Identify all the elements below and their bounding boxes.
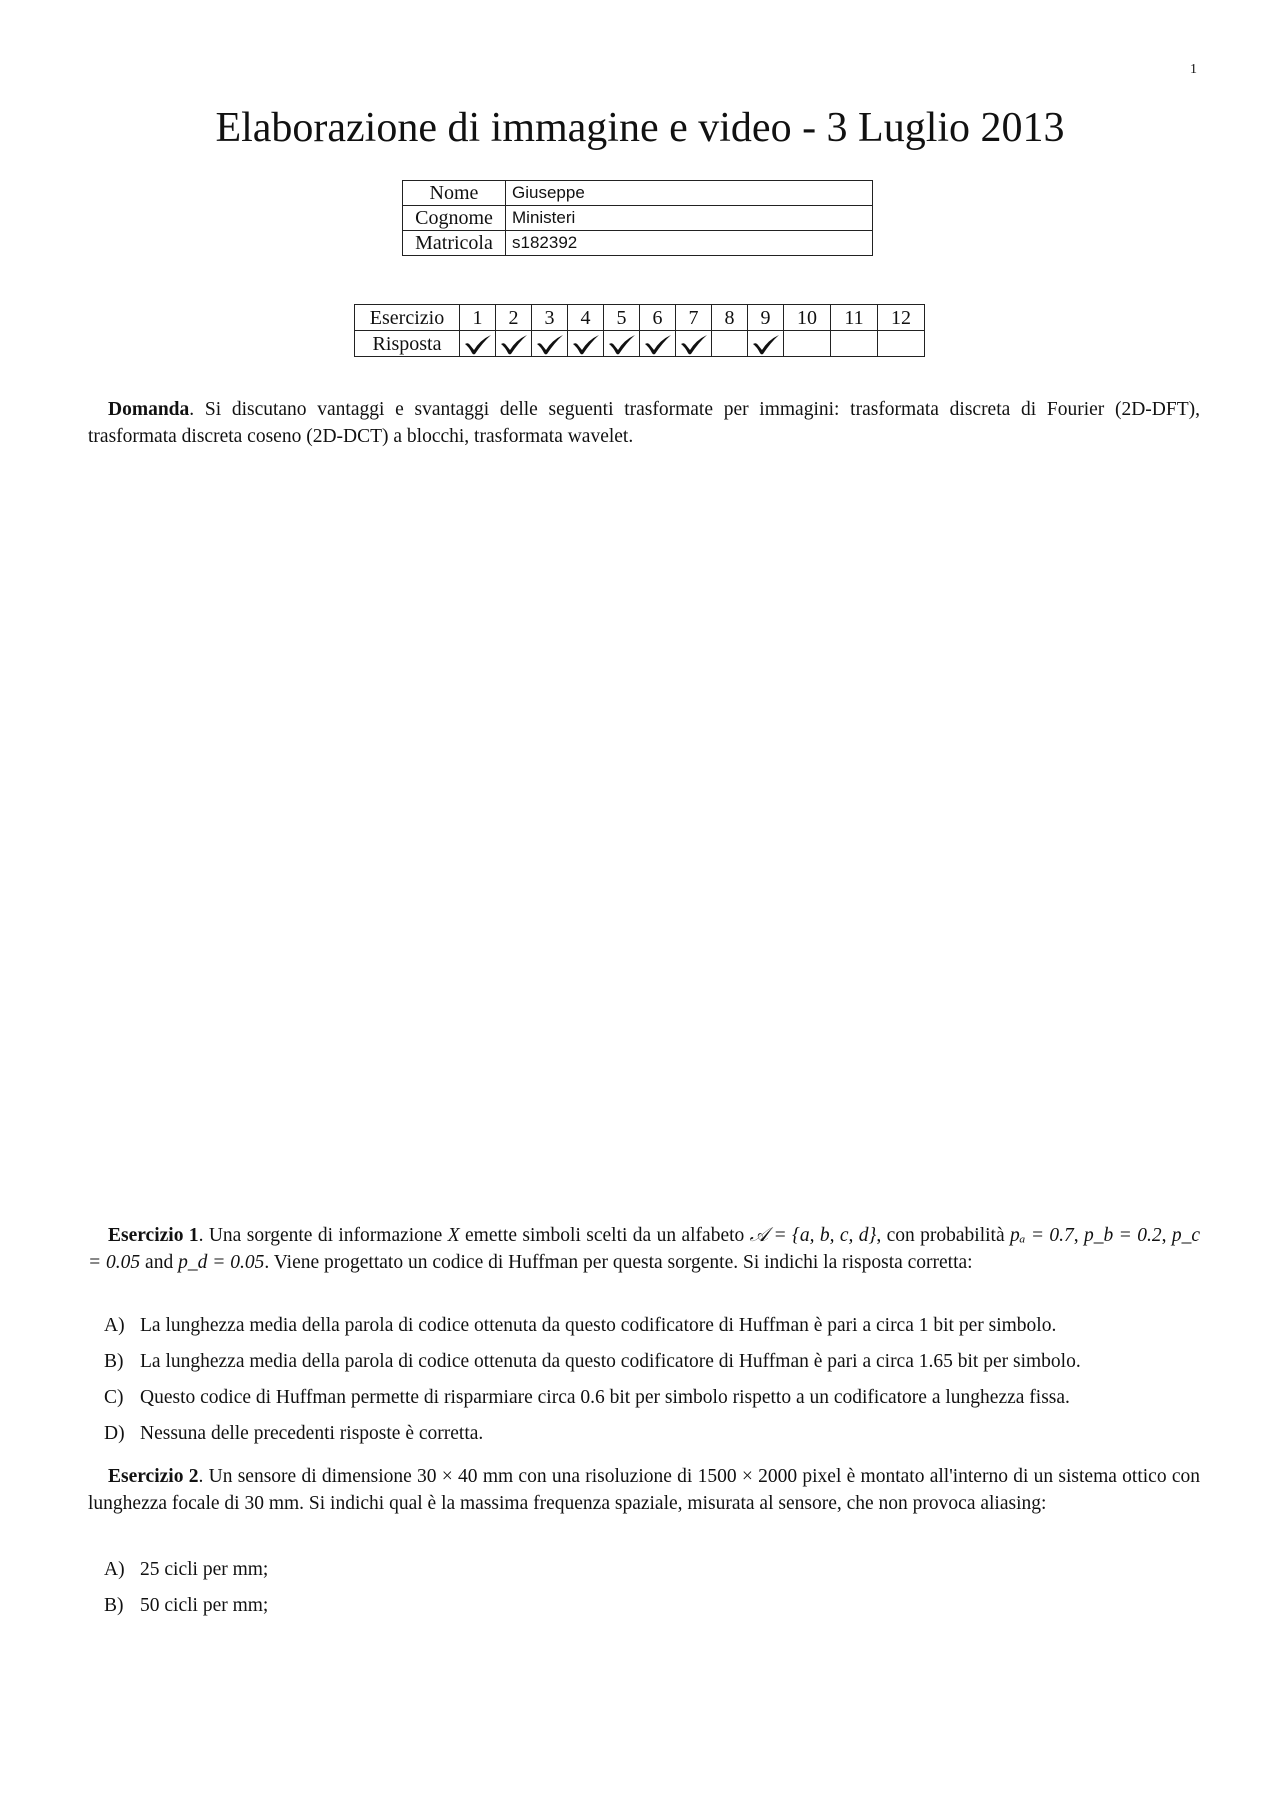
option-text: 50 cicli per mm; bbox=[140, 1595, 269, 1616]
option-item[interactable] bbox=[104, 1308, 1204, 1344]
esercizio2-paragraph bbox=[88, 1463, 1200, 1517]
student-label: Nome bbox=[403, 181, 506, 206]
esercizio1-text: emette simboli scelti da un alfabeto bbox=[459, 1225, 750, 1246]
grid-col-header: 12 bbox=[878, 305, 925, 331]
esercizio1-text: and bbox=[140, 1252, 179, 1273]
esercizio1-label: Esercizio 1 bbox=[108, 1225, 199, 1246]
student-row-matricola bbox=[403, 231, 873, 256]
student-row-nome bbox=[403, 181, 873, 206]
option-letter: D) bbox=[104, 1423, 125, 1444]
answer-cell[interactable] bbox=[831, 331, 878, 357]
math-pd: p_d = 0.05 bbox=[178, 1252, 265, 1273]
option-letter: A) bbox=[104, 1559, 125, 1580]
grid-answer-label: Risposta bbox=[355, 331, 460, 357]
esercizio2-label: Esercizio 2 bbox=[108, 1466, 199, 1487]
esercizio2-text: . Un sensore di dimensione 30 × 40 mm con una risoluzione di 1500 × 2000 pixel è montato all'interno di un sistema ottico con lunghezza focale di 30 mm. Si indichi qual è la massima frequenza spaziale, misurata al sensore, che non provoca aliasing: bbox=[88, 1466, 1200, 1514]
answer-cell[interactable] bbox=[676, 331, 712, 357]
checkmark-icon bbox=[643, 333, 673, 355]
page-title: Elaborazione di immagine e video - 3 Luglio 2013 bbox=[215, 105, 1065, 151]
checkmark-icon bbox=[463, 333, 493, 355]
domanda-label: Domanda bbox=[108, 399, 190, 420]
math-var-x: X bbox=[447, 1225, 460, 1246]
math-pc: p_c = 0.05 bbox=[88, 1225, 1201, 1273]
esercizio1-text: , bbox=[1161, 1225, 1172, 1246]
answer-cell[interactable] bbox=[460, 331, 496, 357]
answer-cell[interactable] bbox=[748, 331, 784, 357]
answer-cell[interactable] bbox=[568, 331, 604, 357]
option-text: La lunghezza media della parola di codice ottenuta da questo codificatore di Huffman è pari a circa 1 bit per simbolo. bbox=[140, 1315, 1057, 1336]
domanda-paragraph bbox=[88, 396, 1200, 450]
option-item[interactable] bbox=[104, 1588, 1204, 1624]
math-alphabet: 𝒜 = {a, b, c, d} bbox=[749, 1225, 877, 1246]
student-label: Matricola bbox=[403, 231, 506, 256]
grid-col-header: 8 bbox=[712, 305, 748, 331]
option-letter: B) bbox=[104, 1351, 124, 1372]
grid-col-header: 4 bbox=[568, 305, 604, 331]
esercizio1-text: . Una sorgente di informazione bbox=[198, 1225, 448, 1246]
student-row-cognome bbox=[403, 206, 873, 231]
answer-grid bbox=[354, 304, 925, 357]
answer-cell[interactable] bbox=[712, 331, 748, 357]
checkmark-icon bbox=[499, 333, 529, 355]
option-letter: C) bbox=[104, 1387, 124, 1408]
grid-col-header: 11 bbox=[831, 305, 878, 331]
esercizio1-options bbox=[104, 1308, 1204, 1452]
option-item[interactable] bbox=[104, 1552, 1204, 1588]
student-info-table bbox=[402, 180, 873, 256]
grid-col-header: 10 bbox=[784, 305, 831, 331]
student-surname-field[interactable]: Ministeri bbox=[506, 206, 873, 231]
grid-col-header: 7 bbox=[676, 305, 712, 331]
student-name-field[interactable]: Giuseppe bbox=[506, 181, 873, 206]
esercizio1-text: , con probabilità bbox=[876, 1225, 1010, 1246]
esercizio2-options bbox=[104, 1552, 1204, 1624]
option-text: Nessuna delle precedenti risposte è corretta. bbox=[140, 1423, 484, 1444]
grid-col-header: 6 bbox=[640, 305, 676, 331]
grid-col-header: 3 bbox=[532, 305, 568, 331]
checkmark-icon bbox=[571, 333, 601, 355]
grid-col-header: 5 bbox=[604, 305, 640, 331]
option-text: 25 cicli per mm; bbox=[140, 1559, 269, 1580]
checkmark-icon bbox=[535, 333, 565, 355]
esercizio1-text: . Viene progettato un codice di Huffman per questa sorgente. Si indichi la risposta corretta: bbox=[264, 1252, 973, 1273]
option-item[interactable] bbox=[104, 1344, 1204, 1380]
page-number: 1 bbox=[1190, 62, 1197, 77]
checkmark-icon bbox=[751, 333, 781, 355]
grid-col-header: 1 bbox=[460, 305, 496, 331]
esercizio1-paragraph bbox=[88, 1222, 1200, 1276]
answer-cell[interactable] bbox=[784, 331, 831, 357]
checkmark-icon bbox=[679, 333, 709, 355]
checkmark-icon bbox=[607, 333, 637, 355]
grid-header-row bbox=[355, 305, 925, 331]
answer-cell[interactable] bbox=[496, 331, 532, 357]
domanda-text: . Si discutano vantaggi e svantaggi delle seguenti trasformate per immagini: trasformata discreta di Fourier (2D-DFT), trasformata discreta coseno (2D-DCT) a blocchi, trasformata wavelet. bbox=[88, 399, 1200, 447]
option-letter: A) bbox=[104, 1315, 125, 1336]
esercizio1-text: , bbox=[1073, 1225, 1085, 1246]
answer-cell[interactable] bbox=[878, 331, 925, 357]
answer-cell[interactable] bbox=[532, 331, 568, 357]
grid-col-header: 9 bbox=[748, 305, 784, 331]
option-letter: B) bbox=[104, 1595, 124, 1616]
option-item[interactable] bbox=[104, 1380, 1204, 1416]
answer-cell[interactable] bbox=[604, 331, 640, 357]
math-pb: p_b = 0.2 bbox=[1084, 1225, 1162, 1246]
student-label: Cognome bbox=[403, 206, 506, 231]
student-id-field[interactable]: s182392 bbox=[506, 231, 873, 256]
option-item[interactable] bbox=[104, 1416, 1204, 1452]
grid-answer-row bbox=[355, 331, 925, 357]
answer-cell[interactable] bbox=[640, 331, 676, 357]
grid-header-label: Esercizio bbox=[355, 305, 460, 331]
math-pa: pₐ = 0.7 bbox=[1010, 1225, 1074, 1246]
grid-col-header: 2 bbox=[496, 305, 532, 331]
option-text: Questo codice di Huffman permette di risparmiare circa 0.6 bit per simbolo rispetto a un codificatore a lunghezza fissa. bbox=[140, 1387, 1070, 1408]
option-text: La lunghezza media della parola di codice ottenuta da questo codificatore di Huffman è pari a circa 1.65 bit per simbolo. bbox=[140, 1351, 1081, 1372]
